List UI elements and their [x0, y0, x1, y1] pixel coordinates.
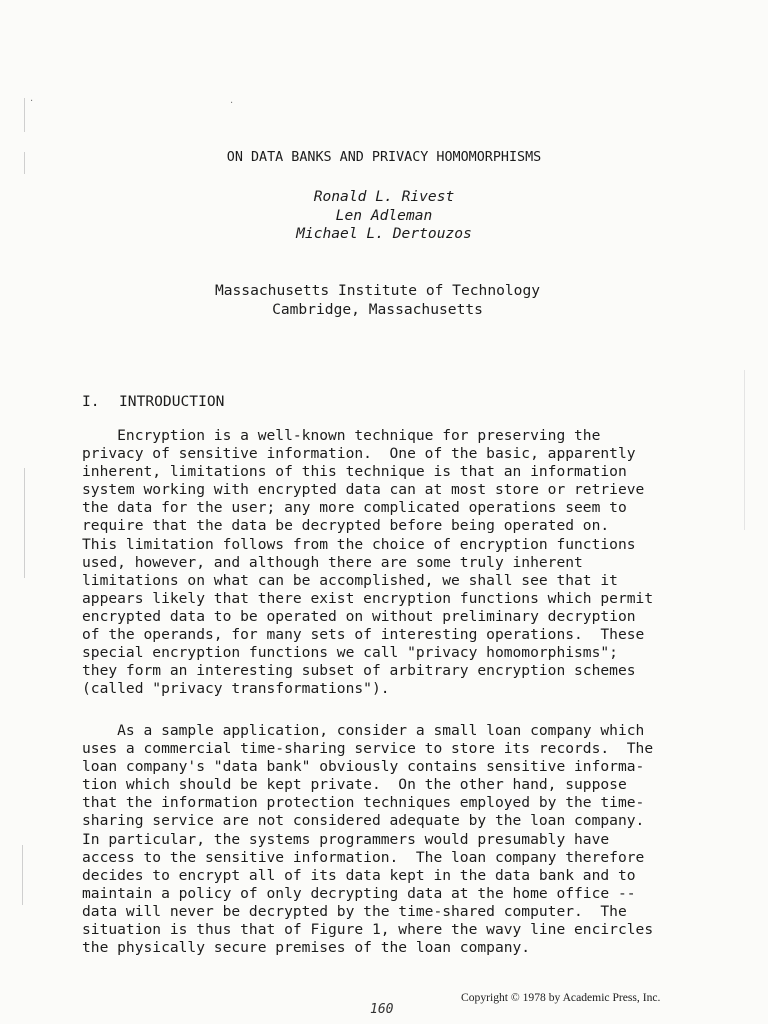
paragraph-line: data will never be decrypted by the time-shared computer. The	[82, 902, 627, 920]
section-title: INTRODUCTION	[119, 393, 225, 410]
paragraph-line: tion which should be kept private. On the other hand, suppose	[82, 776, 627, 794]
affiliation-institution: Massachusetts Institute of Technology	[214, 282, 541, 299]
scan-artifact-line	[744, 370, 745, 530]
paragraph-line: they form an interesting subset of arbitrary encryption schemes	[82, 662, 636, 680]
paragraph-line: appears likely that there exist encryption functions which permit	[82, 589, 654, 607]
paragraph-line: This limitation follows from the choice of encryption functions	[82, 535, 636, 553]
paragraph-line: require that the data be decrypted before being operated on.	[82, 517, 610, 535]
scan-speck: ·	[30, 96, 34, 107]
paragraph-line: situation is thus that of Figure 1, where the wavy line encircles	[82, 921, 654, 939]
section-number: I.	[82, 393, 100, 410]
paragraph-line: encrypted data to be operated on without preliminary decryption	[82, 607, 636, 625]
page-number: 160	[370, 1002, 394, 1017]
paragraph-line: system working with encrypted data can at most store or retrieve	[82, 481, 645, 499]
paragraph-line: the data for the user; any more complicated operations seem to	[82, 499, 627, 517]
affiliation	[0, 282, 755, 319]
paragraph-line: loan company's "data bank" obviously contains sensitive informa-	[82, 758, 645, 776]
paragraph-line: maintain a policy of only decrypting data at the home office --	[82, 884, 636, 902]
scan-artifact-line	[24, 468, 25, 578]
affiliation-location: Cambridge, Massachusetts	[272, 300, 483, 318]
paragraph-line: As a sample application, consider a small loan company which	[82, 722, 645, 739]
paragraph-line: inherent, limitations of this technique is that an information	[82, 463, 627, 481]
paragraph-line: In particular, the systems programmers would presumably have	[82, 830, 610, 848]
scan-speck: ·	[230, 98, 234, 109]
author-name: Michael L. Dertouzos	[296, 225, 472, 242]
paragraph-line: uses a commercial time-sharing service to store its records. The	[82, 740, 654, 758]
scan-artifact-line	[24, 98, 25, 132]
paragraph-line: sharing service are not considered adequate by the loan company.	[82, 812, 645, 830]
author-name: Len Adleman	[335, 206, 433, 224]
paper-title: ON DATA BANKS AND PRIVACY HOMOMORPHISMS	[226, 150, 542, 165]
paragraph-line: of the operands, for many sets of interesting operations. These	[82, 626, 645, 644]
author-name: Ronald L. Rivest	[313, 188, 455, 205]
paragraph-line: decides to encrypt all of its data kept in the data bank and to	[82, 866, 636, 884]
paragraph-line: access to the sensitive information. The loan company therefore	[82, 848, 645, 866]
paragraph-intro	[82, 427, 692, 698]
paragraph-application	[82, 722, 692, 957]
paragraph-line: used, however, and although there are some truly inherent	[82, 553, 583, 571]
paragraph-line: limitations on what can be accomplished, we shall see that it	[82, 571, 618, 589]
author-list	[0, 188, 768, 244]
paragraph-line: special encryption functions we call "privacy homomorphisms";	[82, 644, 618, 662]
paragraph-line: privacy of sensitive information. One of the basic, apparently	[82, 445, 636, 463]
paragraph-line: that the information protection techniques employed by the time-	[82, 794, 645, 812]
paragraph-line: (called "privacy transformations").	[82, 680, 390, 698]
paragraph-line: Encryption is a well-known technique for preserving the	[82, 427, 601, 444]
copyright-notice: Copyright © 1978 by Academic Press, Inc.	[461, 991, 661, 1004]
section-heading	[82, 393, 224, 410]
scan-artifact-line	[22, 845, 23, 905]
paragraph-line: the physically secure premises of the loan company.	[82, 939, 531, 957]
